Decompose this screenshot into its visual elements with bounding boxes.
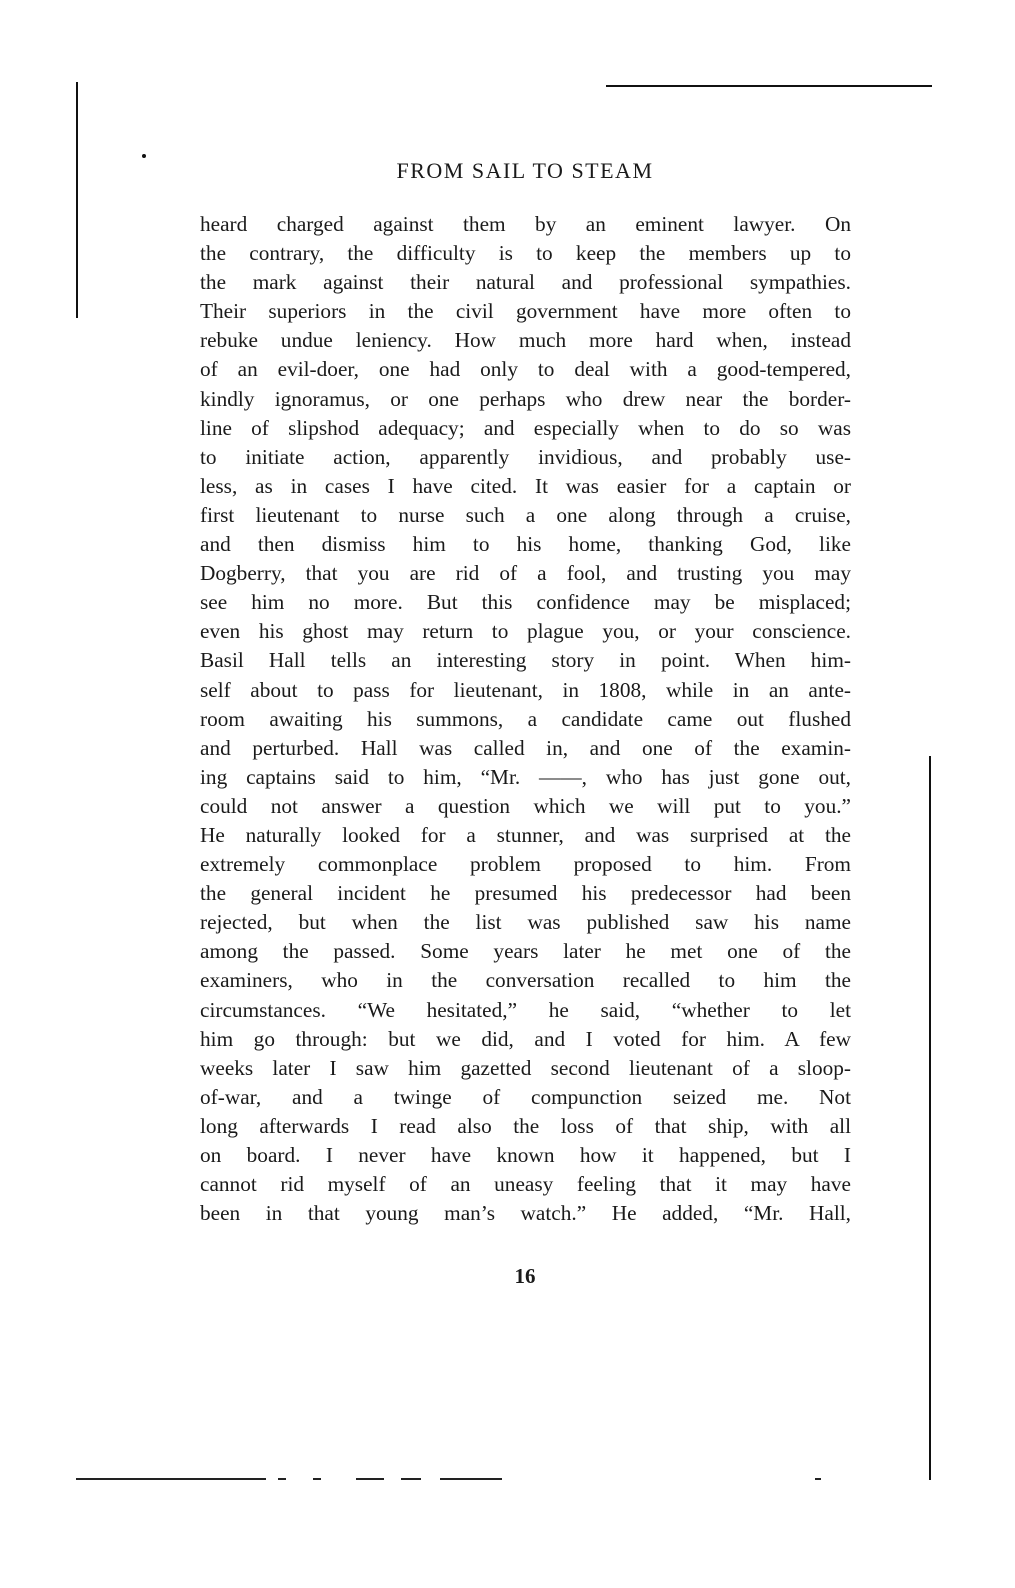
text-line: the general incident he presumed his predecessor had been — [200, 881, 851, 906]
scan-speck — [142, 154, 146, 158]
scan-dash — [815, 1478, 821, 1480]
text-line: weeks later I saw him gazetted second lieutenant of a sloop- — [200, 1055, 851, 1080]
text-line: among the passed. Some years later he met one of the — [200, 939, 851, 964]
text-line: and perturbed. Hall was called in, and one of the examin- — [200, 735, 851, 760]
text-line: Their superiors in the civil government have more often to — [200, 299, 851, 324]
scan-dash — [440, 1478, 502, 1480]
text-line: rejected, but when the list was published saw his name — [200, 910, 851, 935]
text-line: examiners, who in the conversation recalled to him the — [200, 968, 851, 993]
text-line: ing captains said to him, “Mr. ——, who has just gone out, — [200, 764, 851, 789]
scan-rule-left — [76, 82, 78, 318]
text-line: to initiate action, apparently invidious, and probably use- — [200, 444, 851, 469]
text-line: him go through: but we did, and I voted for him. A few — [200, 1026, 851, 1051]
text-line: self about to pass for lieutenant, in 1808, while in an ante- — [200, 677, 851, 702]
text-line: heard charged against them by an eminent lawyer. On — [200, 212, 851, 236]
text-line: the contrary, the difficulty is to keep the members up to — [200, 241, 851, 266]
text-line: Dogberry, that you are rid of a fool, and trusting you may — [200, 561, 851, 586]
text-line: even his ghost may return to plague you, or your conscience. — [200, 619, 851, 644]
scan-rule-right — [929, 756, 931, 1480]
text-line: circumstances. “We hesitated,” he said, “whether to let — [200, 997, 851, 1022]
text-line: line of slipshod adequacy; and especially when to do so was — [200, 415, 851, 440]
text-line: the mark against their natural and professional sympathies. — [200, 270, 851, 295]
text-line: long afterwards I read also the loss of that ship, with all — [200, 1113, 851, 1138]
text-line: rebuke undue leniency. How much more hard when, instead — [200, 328, 851, 353]
scan-dash — [356, 1478, 384, 1480]
text-line: been in that young man’s watch.” He added, “Mr. Hall, — [200, 1201, 851, 1226]
text-line: of an evil-doer, one had only to deal with a good-tempered, — [200, 357, 851, 382]
scan-dash — [278, 1478, 286, 1480]
text-line: on board. I never have known how it happened, but I — [200, 1143, 851, 1167]
scan-dash — [313, 1478, 321, 1480]
page-number: 16 — [514, 1264, 536, 1288]
text-line: He naturally looked for a stunner, and was surprised at the — [200, 822, 851, 847]
body-text — [200, 210, 851, 1228]
scan-dash — [76, 1478, 266, 1480]
scan-rule-top — [606, 85, 932, 87]
text-line: first lieutenant to nurse such a one along through a cruise, — [200, 502, 851, 527]
text-line: less, as in cases I have cited. It was easier for a captain or — [200, 473, 851, 498]
text-line: room awaiting his summons, a candidate came out flushed — [200, 706, 851, 731]
text-line: Basil Hall tells an interesting story in point. When him- — [200, 648, 851, 673]
running-head: FROM SAIL TO STEAM — [396, 158, 654, 183]
text-line: of-war, and a twinge of compunction seized me. Not — [200, 1084, 851, 1109]
scan-dash — [401, 1478, 421, 1480]
text-line: extremely commonplace problem proposed to him. From — [200, 852, 851, 877]
text-line: see him no more. But this confidence may be misplaced; — [200, 590, 851, 615]
text-line: could not answer a question which we will put to you.” — [200, 793, 851, 818]
text-line: kindly ignoramus, or one perhaps who drew near the border- — [200, 386, 851, 411]
text-line: and then dismiss him to his home, thanking God, like — [200, 532, 851, 557]
text-line: cannot rid myself of an uneasy feeling that it may have — [200, 1172, 851, 1197]
